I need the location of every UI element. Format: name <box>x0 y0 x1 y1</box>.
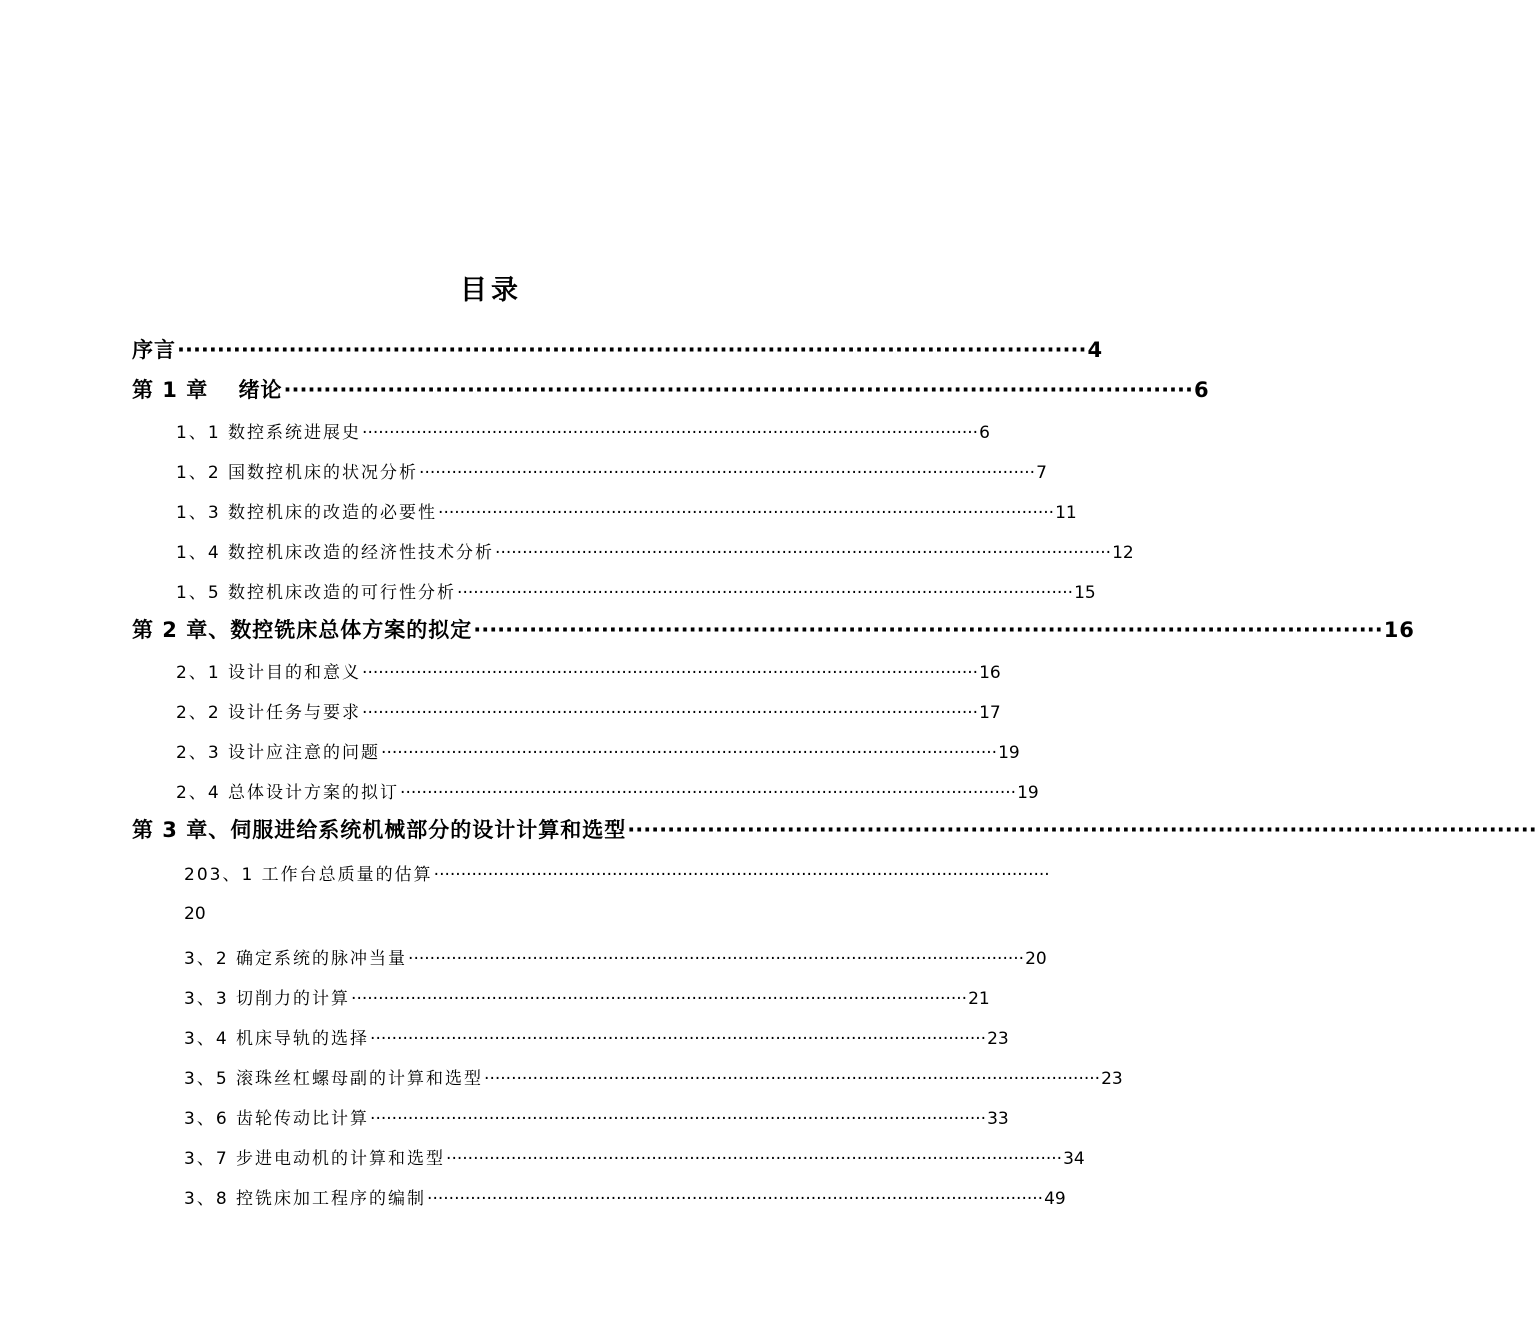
toc-entry-page: 23 <box>987 1029 1009 1049</box>
toc-entry-label: 1、4 数控机床改造的经济性技术分析 <box>176 543 495 563</box>
dot-leader: ·················································································································· <box>362 663 979 683</box>
toc-entry-page: 20 <box>184 904 206 924</box>
toc-entry[interactable] <box>184 944 1047 969</box>
toc-entry-page: 12 <box>1112 543 1134 563</box>
toc-entry-label: 第 1 章 绪论 <box>132 378 283 402</box>
toc-entry[interactable] <box>176 658 1001 683</box>
toc-entry[interactable] <box>132 374 1210 404</box>
toc-entry-label: 2、4 总体设计方案的拟订 <box>176 783 400 803</box>
toc-entry[interactable] <box>184 1144 1085 1169</box>
toc-entry[interactable] <box>176 498 1077 523</box>
dot-leader: ·················································································································· <box>627 818 1537 842</box>
dot-leader: ·················································································································· <box>362 423 979 443</box>
toc-entry-page: 49 <box>1044 1189 1066 1209</box>
toc-entry-page: 33 <box>987 1109 1009 1129</box>
toc-entry[interactable] <box>176 578 1096 603</box>
toc-entry-label: 3、7 步进电动机的计算和选型 <box>184 1149 446 1169</box>
dot-leader: ·················································································································· <box>495 543 1112 563</box>
toc-entry[interactable] <box>176 538 1134 563</box>
toc-entry[interactable] <box>132 334 1104 364</box>
toc-entry[interactable] <box>184 860 1050 885</box>
toc-entry[interactable] <box>184 984 990 1009</box>
toc-entry-page: 7 <box>1036 463 1047 483</box>
toc-entry[interactable] <box>176 698 1001 723</box>
toc-entry-label: 2、2 设计任务与要求 <box>176 703 362 723</box>
toc-entry[interactable] <box>184 1024 1009 1049</box>
dot-leader: ·················································································································· <box>400 783 1017 803</box>
toc-entry-label: 2、3 设计应注意的问题 <box>176 743 381 763</box>
toc-entry[interactable] <box>176 778 1039 803</box>
toc-entry-page: 16 <box>1383 618 1415 642</box>
toc-entry-label: 3、8 控铣床加工程序的编制 <box>184 1189 427 1209</box>
toc-entry-label: 3、6 齿轮传动比计算 <box>184 1109 370 1129</box>
toc-entry-page: 17 <box>979 703 1001 723</box>
toc-entry-label: 第 2 章、数控铣床总体方案的拟定 <box>132 618 473 642</box>
dot-leader: ·················································································································· <box>283 378 1193 402</box>
dot-leader: ·················································································································· <box>351 989 968 1009</box>
dot-leader: ·················································································································· <box>408 949 1025 969</box>
dot-leader: ·················································································································· <box>419 463 1036 483</box>
dot-leader: ·················································································································· <box>438 503 1055 523</box>
toc-entry[interactable] <box>184 1104 1009 1129</box>
dot-leader: ·················································································································· <box>473 618 1383 642</box>
toc-entry[interactable] <box>176 418 990 443</box>
toc-entry[interactable] <box>184 1064 1123 1089</box>
toc-entry-label: 3、4 机床导轨的选择 <box>184 1029 370 1049</box>
toc-entry-page: 21 <box>968 989 990 1009</box>
toc-entry[interactable] <box>176 738 1020 763</box>
dot-leader: ·················································································································· <box>362 703 979 723</box>
toc-entry[interactable] <box>176 458 1047 483</box>
dot-leader: ·················································································································· <box>370 1109 987 1129</box>
toc-entry-page: 15 <box>1074 583 1096 603</box>
toc-entry-page: 34 <box>1063 1149 1085 1169</box>
toc-entry-page: 6 <box>1194 378 1210 402</box>
dot-leader: ·················································································································· <box>433 865 1050 885</box>
toc-entry-page: 16 <box>979 663 1001 683</box>
dot-leader: ·················································································································· <box>427 1189 1044 1209</box>
toc-entry-page: 23 <box>1101 1069 1123 1089</box>
toc-title: 目录 <box>460 275 522 306</box>
toc-entry-label: 3、5 滚珠丝杠螺母副的计算和选型 <box>184 1069 484 1089</box>
toc-entry-page: 20 <box>1025 949 1047 969</box>
toc-entry-label: 203、1 工作台总质量的估算 <box>184 865 433 885</box>
toc-entry-label: 1、3 数控机床的改造的必要性 <box>176 503 438 523</box>
toc-entry-label: 第 3 章、伺服进给系统机械部分的设计计算和选型 <box>132 818 627 842</box>
toc-entry-label: 1、2 国数控机床的状况分析 <box>176 463 419 483</box>
toc-entry[interactable] <box>132 614 1415 644</box>
toc-entry-label: 1、1 数控系统进展史 <box>176 423 362 443</box>
toc-entry-label: 1、5 数控机床改造的可行性分析 <box>176 583 457 603</box>
toc-entry[interactable] <box>184 1184 1066 1209</box>
toc-entry-label: 2、1 设计目的和意义 <box>176 663 362 683</box>
dot-leader: ·················································································································· <box>381 743 998 763</box>
toc-entry[interactable] <box>132 814 1537 844</box>
toc-entry-page: 4 <box>1087 338 1104 362</box>
toc-entry-page: 11 <box>1055 503 1077 523</box>
toc-entry-page: 19 <box>998 743 1020 763</box>
dot-leader: ·················································································································· <box>457 583 1074 603</box>
dot-leader: ·················································································································· <box>370 1029 987 1049</box>
toc-entry-page: 19 <box>1017 783 1039 803</box>
toc-entry-page: 6 <box>979 423 990 443</box>
toc-entry-label: 序言 <box>132 338 176 362</box>
dot-leader: ·················································································································· <box>177 338 1087 362</box>
dot-leader: ·················································································································· <box>446 1149 1063 1169</box>
toc-entry-label: 3、3 切削力的计算 <box>184 989 351 1009</box>
toc-entry-label: 3、2 确定系统的脉冲当量 <box>184 949 408 969</box>
dot-leader: ·················································································································· <box>484 1069 1101 1089</box>
